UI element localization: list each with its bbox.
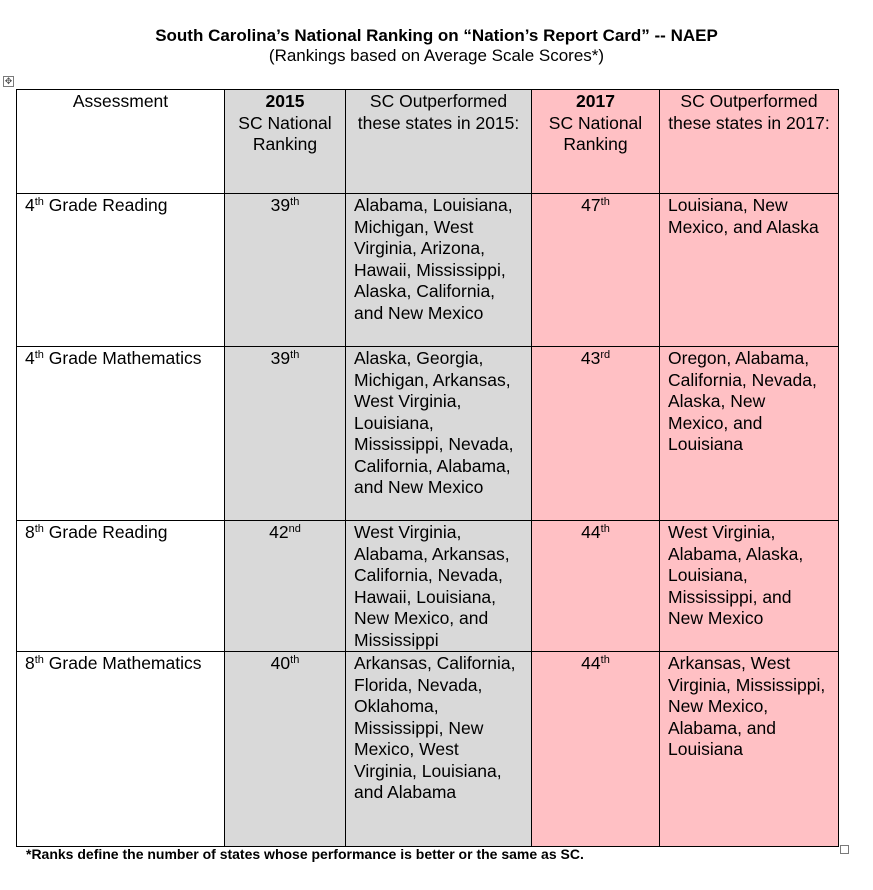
ranking-table [16,89,839,847]
rank-2015-cell: 42nd [225,521,346,652]
rank-2017-cell: 44th [532,521,660,652]
states-2015-cell: Arkansas, California, Florida, Nevada, Oklahoma, Mississippi, New Mexico, West Virginia, Louisiana, and Alabama [346,652,532,847]
header-ranking-2015 [225,90,346,194]
page-title: South Carolina’s National Ranking on “Nation’s Report Card” -- NAEP [155,26,718,45]
rank-2017-cell: 47th [532,194,660,347]
header-assessment: Assessment [17,90,225,194]
header-outperformed-2017: SC Outperformed these states in 2017: [660,90,839,194]
page-subtitle: (Rankings based on Average Scale Scores*) [268,46,605,65]
states-2015-cell: Alabama, Louisiana, Michigan, West Virginia, Arizona, Hawaii, Mississippi, Alaska, California, and New Mexico [346,194,532,347]
table-row [17,347,839,521]
table-row [17,652,839,847]
table-row [17,521,839,652]
rank-2015-cell: 40th [225,652,346,847]
states-2017-cell: Louisiana, New Mexico, and Alaska [660,194,839,347]
header-year-2017: 2017 [576,91,615,111]
rank-2017-cell: 44th [532,652,660,847]
header-ranking-2017-label: SC National Ranking [548,112,643,154]
header-ranking-2015-label: SC National Ranking [238,112,332,154]
rank-2015-cell: 39th [225,347,346,521]
states-2015-cell: West Virginia, Alabama, Arkansas, California, Nevada, Hawaii, Louisiana, New Mexico, and Mississippi [346,521,532,652]
states-2017-cell: Arkansas, West Virginia, Mississippi, New Mexico, Alabama, and Louisiana [660,652,839,847]
table-move-handle-icon[interactable]: ✥ [4,76,13,86]
table-resize-handle-icon[interactable] [840,845,849,854]
rank-2017-cell: 43rd [532,347,660,521]
states-2017-cell: Oregon, Alabama, California, Nevada, Alaska, New Mexico, and Louisiana [660,347,839,521]
assessment-cell: 4th Grade Mathematics [17,347,225,521]
header-year-2015: 2015 [265,91,305,111]
header-ranking-2017 [532,90,660,194]
states-2017-cell: West Virginia, Alabama, Alaska, Louisiana, Mississippi, and New Mexico [660,521,839,652]
header-outperformed-2015: SC Outperformed these states in 2015: [346,90,532,194]
table-header-row [17,90,839,194]
table-row [17,194,839,347]
states-2015-cell: Alaska, Georgia, Michigan, Arkansas, West Virginia, Louisiana, Mississippi, Nevada, California, Alabama, and New Mexico [346,347,532,521]
rank-2015-cell: 39th [225,194,346,347]
footnote: *Ranks define the number of states whose performance is better or the same as SC. [26,846,584,862]
assessment-cell: 8th Grade Mathematics [17,652,225,847]
assessment-cell: 8th Grade Reading [17,521,225,652]
assessment-cell: 4th Grade Reading [17,194,225,347]
